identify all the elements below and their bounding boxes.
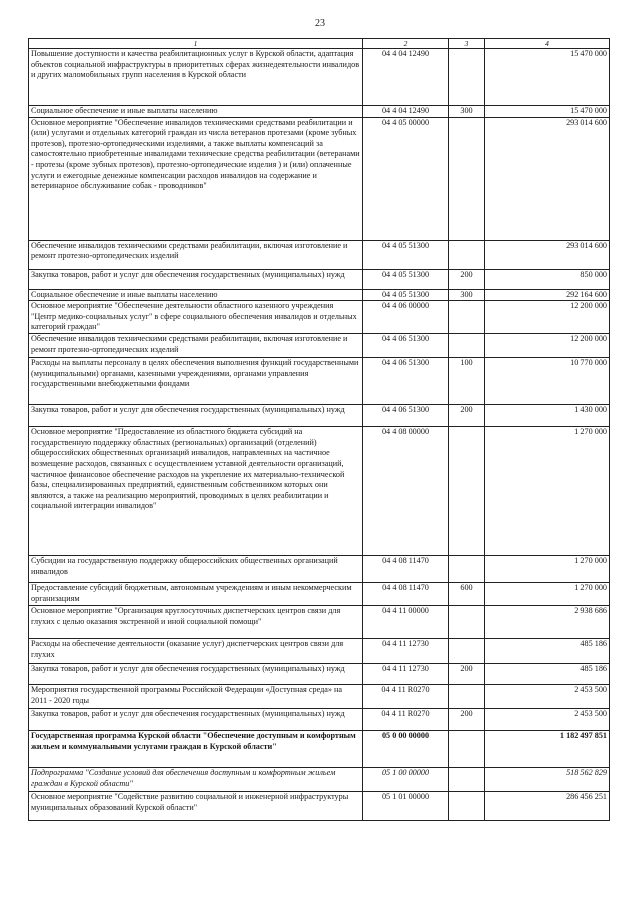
table-row [29,768,610,792]
row-sum-cell: 1 182 497 851 [485,731,610,768]
row-name-cell: Расходы на обеспечение деятельности (оказание услуг) диспетчерских центров связи для глухих [29,639,363,664]
row-sum-cell: 12 200 000 [485,301,610,334]
row-code-cell: 04 4 11 R0270 [363,709,449,731]
row-type-cell [449,427,485,556]
row-type-cell [449,334,485,358]
table-row [29,301,610,334]
row-type-cell: 100 [449,358,485,405]
row-code-cell: 04 4 08 11470 [363,556,449,583]
table-row [29,405,610,427]
row-type-cell [449,556,485,583]
row-sum-cell: 15 470 000 [485,49,610,106]
row-name-cell: Мероприятия государственной программы Российской Федерации «Доступная среда» на 2011 - 2020 годы [29,685,363,709]
row-code-cell: 04 4 11 00000 [363,606,449,639]
row-name-cell: Основное мероприятие "Обеспечение деятельности областного казенного учреждения "Центр медико-социальных услуг" в сфере социального обеспечения инвалидов и отдельных категорий граждан" [29,301,363,334]
row-code-cell: 04 4 11 12730 [363,639,449,664]
row-sum-cell: 12 200 000 [485,334,610,358]
row-type-cell [449,768,485,792]
row-type-cell: 200 [449,405,485,427]
row-type-cell: 600 [449,583,485,606]
row-sum-cell: 850 000 [485,269,610,289]
row-name-cell: Закупка товаров, работ и услуг для обеспечения государственных (муниципальных) нужд [29,405,363,427]
table-row [29,334,610,358]
table-row [29,117,610,240]
row-name-cell: Основное мероприятие "Обеспечение инвалидов техническими средствами реабилитации и (или) услугами и отдельных категорий граждан из числа ветеранов протезами (кроме зубных протезов), протезно-ортопедическими изделиями, а также выплаты компенсаций за самостоятельно приобретенные инвалидами технические средства реабилитации (ветеранами - протезы (кроме зубных протезов), протезно-ортопедические изделия ) и (или) оплаченные услуги и ежегодные денежные компенсации расходов инвалидов на содержание и ветеринарное обслуживание собак - проводников" [29,117,363,240]
row-code-cell: 05 1 01 00000 [363,792,449,821]
row-type-cell: 300 [449,289,485,301]
row-sum-cell: 1 270 000 [485,556,610,583]
row-type-cell [449,301,485,334]
row-sum-cell: 1 270 000 [485,427,610,556]
row-sum-cell: 292 164 600 [485,289,610,301]
row-name-cell: Обеспечение инвалидов техническими средствами реабилитации, включая изготовление и ремонт протезно-ортопедических изделий [29,334,363,358]
table-row [29,731,610,768]
row-name-cell: Государственная программа Курской области "Обеспечение доступным и комфортным жильем и коммунальными услугами граждан в Курской области" [29,731,363,768]
row-name-cell: Закупка товаров, работ и услуг для обеспечения государственных (муниципальных) нужд [29,664,363,685]
budget-table [28,38,610,821]
row-name-cell: Закупка товаров, работ и услуг для обеспечения государственных (муниципальных) нужд [29,269,363,289]
table-row [29,49,610,106]
row-code-cell: 04 4 11 12730 [363,664,449,685]
row-code-cell: 04 4 06 51300 [363,334,449,358]
row-type-cell: 300 [449,106,485,118]
table-row [29,106,610,118]
row-type-cell: 200 [449,269,485,289]
column-number-2: 2 [363,39,449,49]
row-name-cell: Основное мероприятие "Предоставление из областного бюджета субсидий на государственную поддержку областных (региональных) организаций (отделений) общероссийских общественных организаций инвалидов, направленных на частичное возмещение расходов, связанных с осуществлением уставной деятельности организаций, частичное финансовое обеспечение расходов на укрепление их материально-технической базы, специализированных предприятий, единственным собственником которых они являются, а также на реализацию мероприятий, проводимых в целях реабилитации и социальной интеграции инвалидов" [29,427,363,556]
row-sum-cell: 2 938 686 [485,606,610,639]
row-code-cell: 04 4 06 51300 [363,358,449,405]
table-row [29,685,610,709]
row-type-cell [449,117,485,240]
row-sum-cell: 293 014 600 [485,240,610,269]
row-code-cell: 05 1 00 00000 [363,768,449,792]
row-code-cell: 04 4 11 R0270 [363,685,449,709]
table-row [29,664,610,685]
row-type-cell: 200 [449,664,485,685]
row-name-cell: Основное мероприятие "Содействие развитию социальной и инженерной инфраструктуры муниципальных образований Курской области" [29,792,363,821]
row-sum-cell: 286 456 251 [485,792,610,821]
row-code-cell: 04 4 05 51300 [363,240,449,269]
row-sum-cell: 518 562 829 [485,768,610,792]
row-name-cell: Предоставление субсидий бюджетным, автономным учреждениям и иным некоммерческим организациям [29,583,363,606]
table-row [29,606,610,639]
row-code-cell: 04 4 05 51300 [363,269,449,289]
row-sum-cell: 1 270 000 [485,583,610,606]
row-sum-cell: 15 470 000 [485,106,610,118]
row-code-cell: 04 4 06 00000 [363,301,449,334]
column-number-row [29,39,610,49]
row-sum-cell: 1 430 000 [485,405,610,427]
row-sum-cell: 2 453 500 [485,709,610,731]
table-row [29,792,610,821]
table-row [29,583,610,606]
row-sum-cell: 2 453 500 [485,685,610,709]
row-type-cell [449,606,485,639]
column-number-4: 4 [485,39,610,49]
row-name-cell: Повышение доступности и качества реабилитационных услуг в Курской области, адаптация объектов социальной инфраструктуры в приоритетных сферах жизнедеятельности инвалидов и других маломобильных групп населения в Курской области [29,49,363,106]
row-code-cell: 05 0 00 00000 [363,731,449,768]
row-sum-cell: 293 014 600 [485,117,610,240]
column-number-1: 1 [29,39,363,49]
row-name-cell: Социальное обеспечение и иные выплаты населению [29,289,363,301]
row-sum-cell: 485 186 [485,639,610,664]
row-type-cell [449,792,485,821]
table-row [29,289,610,301]
row-type-cell [449,49,485,106]
table-row [29,639,610,664]
table-row [29,427,610,556]
row-name-cell: Закупка товаров, работ и услуг для обеспечения государственных (муниципальных) нужд [29,709,363,731]
table-body [29,49,610,821]
row-type-cell: 200 [449,709,485,731]
row-code-cell: 04 4 08 11470 [363,583,449,606]
row-sum-cell: 485 186 [485,664,610,685]
row-name-cell: Основное мероприятие "Организация круглосуточных диспетчерских центров связи для глухих с целью оказания экстренной и иной социальной помощи" [29,606,363,639]
row-code-cell: 04 4 08 00000 [363,427,449,556]
row-code-cell: 04 4 04 12490 [363,106,449,118]
row-name-cell: Социальное обеспечение и иные выплаты населению [29,106,363,118]
table-row [29,240,610,269]
table-row [29,556,610,583]
row-type-cell [449,731,485,768]
row-name-cell: Расходы на выплаты персоналу в целях обеспечения выполнения функций государственными (муниципальными) органами, казенными учреждениями, органами управления государственными внебюджетными фондами [29,358,363,405]
row-sum-cell: 10 770 000 [485,358,610,405]
row-type-cell [449,639,485,664]
row-name-cell: Обеспечение инвалидов техническими средствами реабилитации, включая изготовление и ремонт протезно-ортопедических изделий [29,240,363,269]
row-type-cell [449,685,485,709]
row-code-cell: 04 4 06 51300 [363,405,449,427]
row-type-cell [449,240,485,269]
table-row [29,269,610,289]
page-number: 23 [315,18,325,29]
column-number-3: 3 [449,39,485,49]
table-row [29,709,610,731]
row-name-cell: Субсидии на государственную поддержку общероссийских общественных организаций инвалидов [29,556,363,583]
row-code-cell: 04 4 05 00000 [363,117,449,240]
table-row [29,358,610,405]
row-code-cell: 04 4 04 12490 [363,49,449,106]
row-code-cell: 04 4 05 51300 [363,289,449,301]
row-name-cell: Подпрограмма "Создание условий для обеспечения доступным и комфортным жильем граждан в Курской области" [29,768,363,792]
